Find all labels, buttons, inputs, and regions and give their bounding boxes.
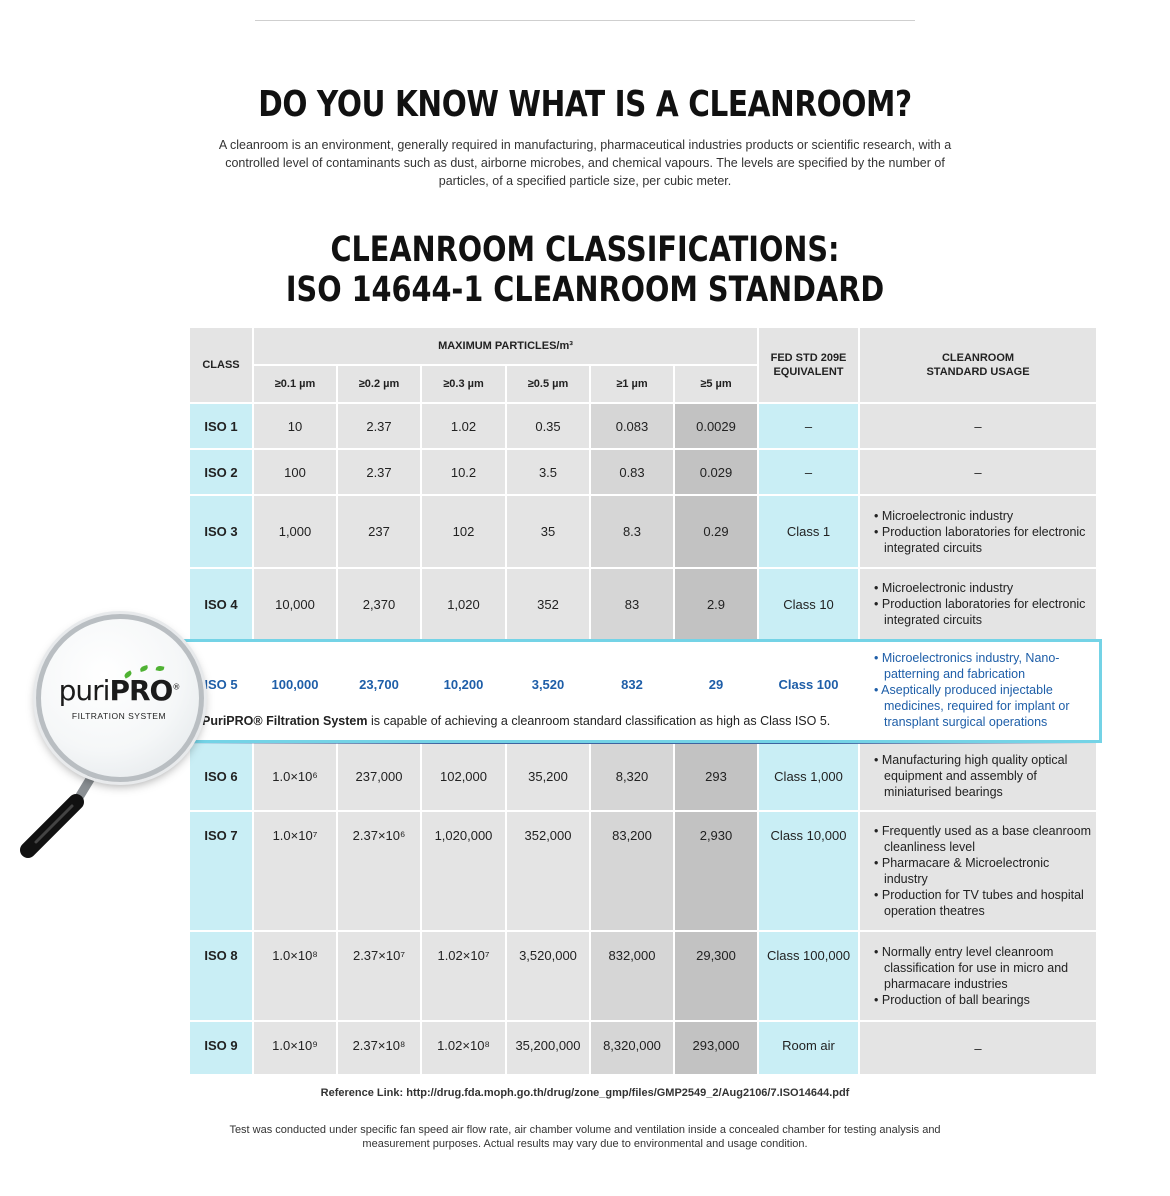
particle-value: 35,200 bbox=[507, 742, 589, 810]
particle-value: 102,000 bbox=[422, 742, 505, 810]
particle-value: 102 bbox=[422, 496, 505, 567]
particle-value: 2.37×10⁶ bbox=[338, 812, 420, 930]
fed-equivalent: Class 10 bbox=[759, 569, 858, 639]
classifications-title bbox=[105, 230, 1064, 310]
fed-equivalent: Class 100 bbox=[778, 676, 839, 692]
classifications-title-line2: ISO 14644-1 CLEANROOM STANDARD bbox=[285, 270, 885, 310]
usage-item: • Production laboratories for electronic integrated circuits bbox=[874, 524, 1096, 556]
particle-value: 8,320 bbox=[591, 742, 673, 810]
particle-value: 1.0×10⁶ bbox=[254, 742, 336, 810]
particle-value: 352 bbox=[507, 569, 589, 639]
header-size: ≥0.5 µm bbox=[507, 366, 589, 402]
magnifier-logo bbox=[14, 614, 204, 864]
logo-word-bold: PRO bbox=[109, 674, 173, 707]
particle-value: 293,000 bbox=[675, 1022, 757, 1074]
fed-equivalent: Class 1 bbox=[759, 496, 858, 567]
usage-item: • Microelectronic industry bbox=[874, 580, 1096, 596]
fed-equivalent: Class 10,000 bbox=[759, 812, 858, 930]
particle-value: 1.02×10⁸ bbox=[422, 1022, 505, 1074]
usage-cell bbox=[874, 650, 1089, 730]
usage-cell: – bbox=[860, 404, 1096, 448]
puripro-note-text: is capable of achieving a cleanroom standard classification as high as Class ISO 5. bbox=[367, 714, 831, 728]
usage-cell: – bbox=[860, 1022, 1096, 1074]
particle-value: 29,300 bbox=[675, 932, 757, 1020]
particle-value: 35,200,000 bbox=[507, 1022, 589, 1074]
usage-cell bbox=[860, 742, 1096, 810]
class-label: ISO 1 bbox=[190, 404, 252, 448]
particle-value: 1,020 bbox=[422, 569, 505, 639]
particle-value: 2.9 bbox=[675, 569, 757, 639]
particle-value: 0.29 bbox=[675, 496, 757, 567]
header-size: ≥0.3 µm bbox=[422, 366, 505, 402]
disclaimer: Test was conducted under specific fan speed air flow rate, air chamber volume and ventilation inside a concealed chamber for testing analysis and measurement purposes. Actual results may vary due to environmental and usage condition. bbox=[229, 1124, 941, 1150]
particle-value: 0.0029 bbox=[675, 404, 757, 448]
particle-value: 8,320,000 bbox=[591, 1022, 673, 1074]
particle-value: 23,700 bbox=[359, 676, 399, 692]
class-label: ISO 2 bbox=[190, 450, 252, 494]
particle-value: 100 bbox=[254, 450, 336, 494]
header-fed-std: FED STD 209E EQUIVALENT bbox=[759, 328, 858, 402]
class-label: ISO 3 bbox=[190, 496, 252, 567]
top-divider bbox=[255, 20, 915, 21]
particle-value: 10,000 bbox=[254, 569, 336, 639]
particle-value: 29 bbox=[708, 676, 724, 692]
particle-value: 1.0×10⁸ bbox=[254, 932, 336, 1020]
particle-value: 0.35 bbox=[507, 404, 589, 448]
usage-item: • Microelectronics industry, Nano-patterning and fabrication bbox=[874, 650, 1089, 682]
particle-value: 1.0×10⁷ bbox=[254, 812, 336, 930]
logo-wordmark bbox=[54, 674, 184, 707]
fed-equivalent: Room air bbox=[759, 1022, 858, 1074]
particle-value: 237,000 bbox=[338, 742, 420, 810]
particle-value: 10.2 bbox=[422, 450, 505, 494]
usage-item: • Production of ball bearings bbox=[874, 992, 1096, 1008]
particle-value: 10 bbox=[254, 404, 336, 448]
usage-item: • Aseptically produced injectable medicines, required for implant or transplant surgical operations bbox=[874, 682, 1089, 730]
usage-item: • Production for TV tubes and hospital operation theatres bbox=[874, 887, 1096, 919]
particle-value: 8.3 bbox=[591, 496, 673, 567]
class-label: ISO 9 bbox=[190, 1022, 252, 1074]
fed-equivalent: Class 1,000 bbox=[759, 742, 858, 810]
logo-word-light: puri bbox=[58, 674, 110, 707]
class-label: ISO 7 bbox=[190, 812, 252, 930]
particle-value: 1,020,000 bbox=[422, 812, 505, 930]
particle-value: 352,000 bbox=[507, 812, 589, 930]
logo-reg-mark: ® bbox=[172, 682, 180, 692]
particle-value: 83,200 bbox=[591, 812, 673, 930]
class-label: ISO 5 bbox=[204, 676, 238, 692]
class-label: ISO 6 bbox=[190, 742, 252, 810]
particle-value: 3,520,000 bbox=[507, 932, 589, 1020]
header-max-particles: MAXIMUM PARTICLES/m³ bbox=[254, 328, 757, 364]
particle-value: 35 bbox=[507, 496, 589, 567]
header-size: ≥1 µm bbox=[591, 366, 673, 402]
fed-equivalent: Class 100,000 bbox=[759, 932, 858, 1020]
usage-item: • Pharmacare & Microelectronic industry bbox=[874, 855, 1096, 887]
particle-value: 293 bbox=[675, 742, 757, 810]
particle-value: 2,930 bbox=[675, 812, 757, 930]
fed-equivalent: – bbox=[759, 404, 858, 448]
particle-value: 3.5 bbox=[507, 450, 589, 494]
usage-item: • Microelectronic industry bbox=[874, 508, 1096, 524]
classifications-title-line1: CLEANROOM CLASSIFICATIONS: bbox=[330, 230, 840, 270]
header-size: ≥0.2 µm bbox=[338, 366, 420, 402]
header-size: ≥0.1 µm bbox=[254, 366, 336, 402]
intro-paragraph: A cleanroom is an environment, generally required in manufacturing, pharmaceutical industries products or scientific research, with a controlled level of contaminants such as dust, airborne microbes, and chemical vapours. The levels are specified by the number of particles, of a specified particle size, per cubic meter. bbox=[218, 138, 952, 188]
reference-link: Reference Link: http://drug.fda.moph.go.th/drug/zone_gmp/files/GMP2549_2/Aug2106/7.ISO14644.pdf bbox=[320, 1087, 850, 1099]
logo-subtitle: FILTRATION SYSTEM bbox=[71, 711, 167, 721]
usage-item: • Production laboratories for electronic integrated circuits bbox=[874, 596, 1096, 628]
header-usage: CLEANROOM STANDARD USAGE bbox=[860, 328, 1096, 402]
puripro-capability-note bbox=[202, 714, 830, 728]
particle-value: 237 bbox=[338, 496, 420, 567]
particle-value: 1,000 bbox=[254, 496, 336, 567]
usage-cell bbox=[860, 569, 1096, 639]
particle-value: 1.02×10⁷ bbox=[422, 932, 505, 1020]
particle-value: 10,200 bbox=[443, 676, 484, 692]
particle-value: 832,000 bbox=[591, 932, 673, 1020]
puripro-logo bbox=[54, 674, 184, 721]
particle-value: 100,000 bbox=[271, 676, 319, 692]
particle-value: 0.029 bbox=[675, 450, 757, 494]
particle-value: 2.37×10⁸ bbox=[338, 1022, 420, 1074]
particle-value: 83 bbox=[591, 569, 673, 639]
particle-value: 0.83 bbox=[591, 450, 673, 494]
header-class: CLASS bbox=[190, 328, 252, 402]
page-title: DO YOU KNOW WHAT IS A CLEANROOM? bbox=[258, 84, 912, 125]
particle-value: 2.37 bbox=[338, 450, 420, 494]
particle-value: 2,370 bbox=[338, 569, 420, 639]
usage-cell bbox=[860, 812, 1096, 930]
particle-value: 3,520 bbox=[531, 676, 565, 692]
usage-item: • Normally entry level cleanroom classification for use in micro and pharmacare industries bbox=[874, 944, 1096, 992]
puripro-name: PuriPRO® Filtration System bbox=[202, 714, 368, 728]
particle-value: 832 bbox=[621, 676, 643, 692]
fed-equivalent: – bbox=[759, 450, 858, 494]
usage-cell: – bbox=[860, 450, 1096, 494]
usage-cell bbox=[860, 932, 1096, 1020]
class-label: ISO 8 bbox=[190, 932, 252, 1020]
usage-item: • Manufacturing high quality optical equipment and assembly of miniaturised bearings bbox=[874, 752, 1096, 800]
particle-value: 2.37×10⁷ bbox=[338, 932, 420, 1020]
particle-value: 1.0×10⁹ bbox=[254, 1022, 336, 1074]
class-label: ISO 4 bbox=[190, 569, 252, 639]
particle-value: 2.37 bbox=[338, 404, 420, 448]
particle-value: 0.083 bbox=[591, 404, 673, 448]
usage-cell bbox=[860, 496, 1096, 567]
usage-item: • Frequently used as a base cleanroom cleanliness level bbox=[874, 823, 1096, 855]
header-size: ≥5 µm bbox=[675, 366, 757, 402]
particle-value: 1.02 bbox=[422, 404, 505, 448]
